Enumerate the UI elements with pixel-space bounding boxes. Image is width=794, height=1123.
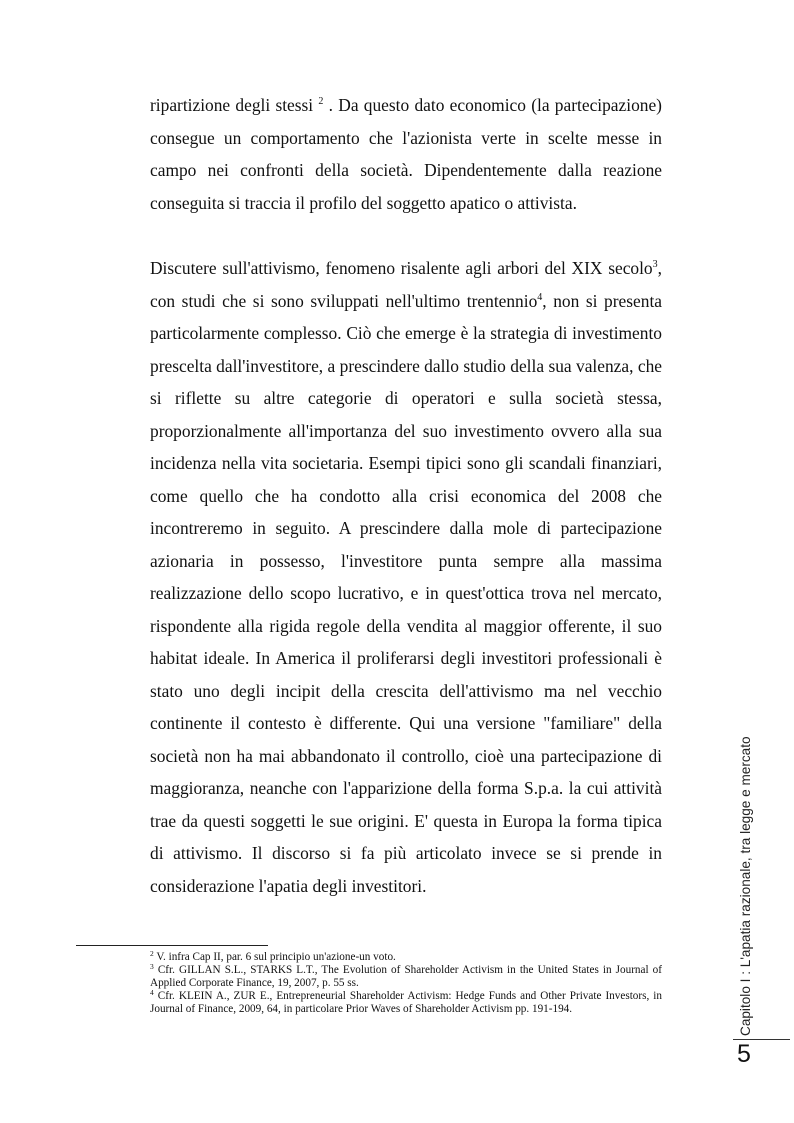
footnote-text: V. infra Cap II, par. 6 sul principio un'azione-un voto. xyxy=(156,951,396,963)
paragraph-2-text-a: Discutere sull'attivismo, fenomeno risalente agli arbori del XIX secolo xyxy=(150,258,653,278)
footnote-ref-2[interactable]: 2 xyxy=(318,96,324,107)
paragraph-1-text-b: . Da questo dato economico (la partecipazione) consegue un comportamento che l'azionista verte in scelte messe in campo nei confronti della società. Dipendentemente dalla reazione conseguita si traccia il profilo del soggetto apatico o attivista. xyxy=(150,95,662,213)
paragraph-2 xyxy=(150,252,662,902)
footnote-3 xyxy=(150,964,662,990)
paragraph-1-text-a: ripartizione degli stessi xyxy=(150,95,314,115)
footnote-separator xyxy=(76,945,268,946)
footnote-text: Cfr. KLEIN A., ZUR E., Entrepreneurial Shareholder Activism: Hedge Funds and Other Private Investors, in Journal of Finance, 2009, 64, in particolare Prior Waves of Shareholder Activism pp. 191-194. xyxy=(150,990,662,1015)
paragraph-1 xyxy=(150,89,662,219)
footnote-text: Cfr. GILLAN S.L., STARKS L.T., The Evolution of Shareholder Activism in the United States in Journal of Applied Corporate Finance, 19, 2007, p. 55 ss. xyxy=(150,964,662,989)
page-number: 5 xyxy=(737,1040,751,1068)
footnote-number: 3 xyxy=(150,962,154,971)
footnote-number: 4 xyxy=(150,988,154,997)
paragraph-2-text-c: , non si presenta particolarmente complesso. Ciò che emerge è la strategia di investimento prescelta dall'investitore, a prescindere dallo studio della sua valenza, che si riflette su altre categorie di operatori e sulla società stessa, proporzionalmente all'importanza del suo investimento ovvero alla sua incidenza nella vita societaria. Esempi tipici sono gli scandali finanziari, come quello che ha condotto alla crisi economica del 2008 che incontreremo in seguito. A prescindere dalla mole di partecipazione azionaria in possesso, l'investitore punta sempre alla massima realizzazione dello scopo lucrativo, e in quest'ottica trova nel mercato, rispondente alla rigida regole della vendita al maggior offerente, il suo habitat ideale. In America il proliferarsi degli investitori professionali è stato uno degli incipit della crescita dell'attivismo ma nel vecchio continente il contesto è differente. Qui una versione "familiare" della società non ha mai abbandonato il controllo, cioè una partecipazione di maggioranza, neanche con l'apparizione della forma S.p.a. la cui attività trae da questi soggetti le sue origini. E' questa in Europa la forma tipica di attivismo. Il discorso si fa più articolato invece se si prende in considerazione l'apatia degli investitori. xyxy=(150,290,662,896)
footnotes xyxy=(150,951,662,1016)
footnote-4 xyxy=(150,990,662,1016)
footnote-2 xyxy=(150,951,662,964)
footnote-ref-4[interactable]: 4 xyxy=(537,291,543,303)
chapter-title-vertical: Capitolo I : L'apatia razionale, tra legge e mercato xyxy=(738,736,753,1036)
footnote-ref-3[interactable]: 3 xyxy=(652,259,658,270)
paragraph-2-text-b: , con studi che si sono sviluppati nell'ultimo trentennio xyxy=(150,258,662,311)
footnote-number: 2 xyxy=(150,949,154,958)
